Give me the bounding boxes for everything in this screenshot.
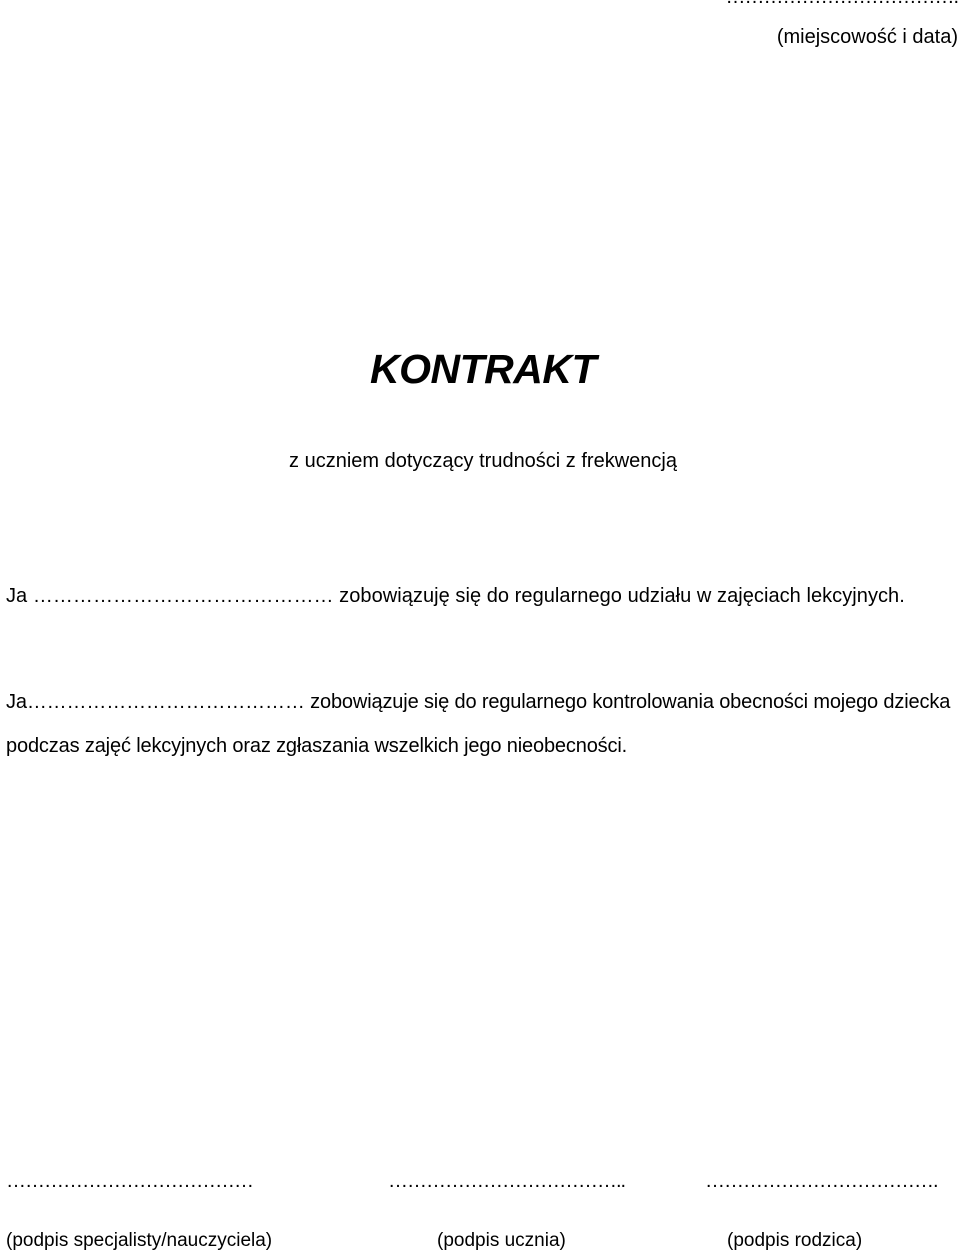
document-title: KONTRAKT — [369, 346, 597, 392]
signature-label-parent: (podpis rodzica) — [727, 1230, 863, 1251]
student-pledge-paragraph: Ja ……………………………………… zobowiązuję się do regularnego udziału w zajęciach lekcyjnych. — [6, 585, 905, 607]
signature-line-parent: ………………………………. — [705, 1170, 938, 1192]
place-date-caption: (miejscowość i data) — [776, 26, 958, 48]
signature-label-student: (podpis ucznia) — [437, 1230, 566, 1251]
signature-line-student: ……………………………….. — [388, 1170, 626, 1192]
signature-line-teacher: ………………………………… — [6, 1170, 253, 1192]
document-subtitle: z uczniem dotyczący trudności z frekwencją — [289, 450, 677, 472]
place-date-line — [725, 0, 958, 9]
signature-label-teacher: (podpis specjalisty/nauczyciela) — [6, 1230, 273, 1251]
parent-pledge-paragraph: Ja…………………………………… zobowiązuje się do regularnego kontrolowania obecności mojego dziecka podczas zajęć lekcyjnych oraz zgłaszania wszelkich jego nieobecności. — [6, 691, 951, 757]
